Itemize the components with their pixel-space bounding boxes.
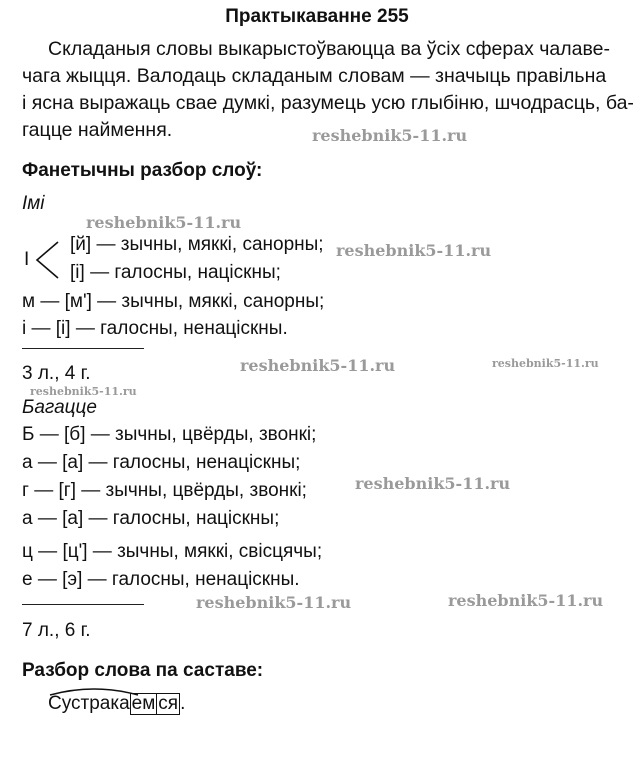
watermark: reshebnik5-11.ru	[336, 241, 492, 260]
word2-summary: 7 л., 6 г.	[22, 620, 91, 641]
word1-title: Імі	[22, 193, 45, 214]
page-title: Практыкаванне 255	[225, 6, 409, 27]
watermark: reshebnik5-11.ru	[355, 474, 511, 493]
word2-row-3: г — [г] — зычны, цвёрды, звонкі;	[22, 480, 307, 501]
watermark: reshebnik5-11.ru	[240, 356, 396, 375]
morpheme-analysis	[48, 693, 185, 715]
word2-row-5: ц — [ц'] — зычны, мяккі, свісцячы;	[22, 541, 323, 562]
root-arc-mark	[48, 686, 140, 696]
morph-heading: Разбор слова па саставе:	[22, 660, 264, 681]
sound: [і]	[70, 262, 85, 283]
word1-row-1	[70, 234, 324, 256]
word2-row-4: а — [а] — галосны, націскны;	[22, 508, 280, 529]
word1-row-4	[22, 318, 288, 340]
paragraph-line-4: гацце наймення.	[22, 119, 173, 141]
branch-bracket	[34, 240, 60, 280]
word1-row-2	[70, 262, 281, 284]
sound-desc: — галосны, ненаціскны.	[75, 318, 288, 339]
word1-letter-i: І	[24, 249, 30, 270]
word2-row-2: а — [а] — галосны, ненаціскны;	[22, 452, 301, 473]
watermark: reshebnik5-11.ru	[30, 385, 137, 398]
letter: м —	[22, 291, 60, 312]
word1-summary: 3 л., 4 г.	[22, 363, 91, 384]
sound-desc: — зычны, мяккі, санорны;	[96, 234, 324, 255]
sound: [і]	[55, 318, 71, 339]
watermark: reshebnik5-11.ru	[196, 593, 352, 612]
word1-row-3	[22, 291, 324, 313]
root-text: Сустрака	[48, 693, 130, 714]
divider	[22, 604, 144, 605]
sound: [м']	[64, 291, 92, 312]
word2-row-6: е — [э] — галосны, ненаціскны.	[22, 569, 300, 590]
paragraph-line-3: і ясна выражаць свае думкі, разумець усю глыбіню, шчодрасць, ба-	[22, 92, 634, 114]
paragraph-line-2: чага жыцця. Валодаць складаным словам — значыць правільна	[22, 65, 607, 87]
divider	[22, 348, 144, 349]
phonetic-heading: Фанетычны разбор слоў:	[22, 160, 263, 181]
letter: і —	[22, 318, 51, 339]
watermark: reshebnik5-11.ru	[448, 591, 604, 610]
ending-box: ем	[131, 693, 156, 714]
word2-row-1: Б — [б] — зычны, цвёрды, звонкі;	[22, 424, 317, 445]
watermark: reshebnik5-11.ru	[86, 213, 242, 232]
sentence-dot: .	[180, 693, 186, 714]
word-root	[48, 693, 130, 715]
watermark: reshebnik5-11.ru	[312, 126, 468, 145]
sound: [й]	[70, 234, 92, 255]
postfix-box: ся	[158, 693, 179, 714]
paragraph-line-1: Складаныя словы выкарыстоўваюцца ва ўсіх сферах чалаве-	[48, 38, 610, 60]
watermark: reshebnik5-11.ru	[492, 357, 599, 370]
sound-desc: — зычны, мяккі, санорны;	[97, 291, 325, 312]
sound-desc: — галосны, націскны;	[90, 262, 281, 283]
word2-title: Багацце	[22, 397, 97, 418]
